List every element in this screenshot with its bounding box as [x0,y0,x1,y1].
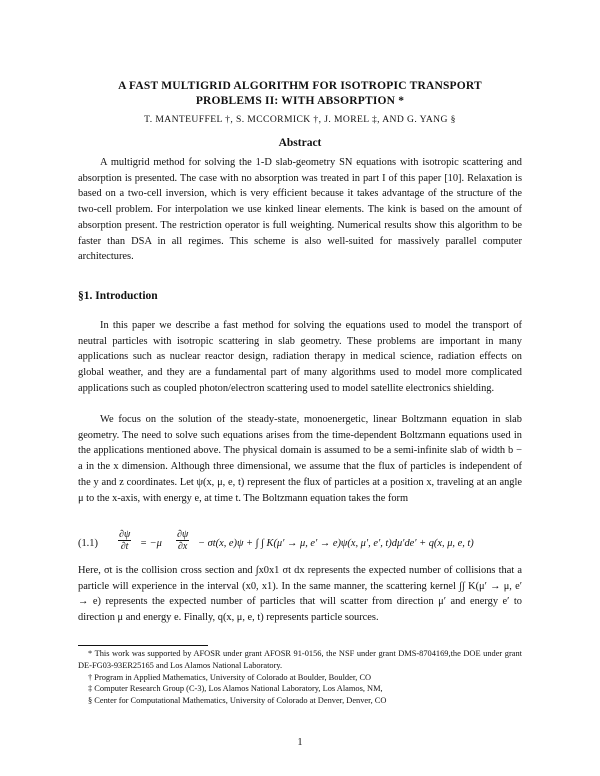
intro-paragraph-1: In this paper we describe a fast method for solving the equations used to model the transport of neutral particles with isotropic scattering in slab geometry. These problems are important in many applications such as nuclear reactor design, radiation therapy in medical science, radiation effects on global weather, and they are a fundamental part of many algorithms used to model more complicated applications such as coupled photon/electron scattering used to model satellite electronics shielding. [78,320,522,394]
footnote-affiliation-3: § Center for Computational Mathematics, University of Colorado at Denver, Denver, CO [88,696,387,706]
equation-equals: = −μ [140,538,162,549]
page-number: 1 [297,737,303,748]
equation-rest: − σt(x, e)ψ + ∫ ∫ K(μ′ → μ, e′ → e)ψ(x, μ′, e′, t)dμ′de′ + q(x, μ, e, t) [198,538,474,549]
equation-rhs-fraction [176,529,189,553]
footnotes [78,648,522,707]
intro-paragraph-3: Here, σt is the collision cross section and ∫x0x1 σt dx represents the expected number of collisions that a particle will experience in the interval (x0, x1). In the same manner, the scattering kernel ∫∫ K(μ′ → μ, e′ → e) represents the expected number of particles that will scatter from direction μ′ and energy e′ to direction μ and energy e. Finally, q(x, μ, e, t) represents particle sources. [78,565,522,624]
footnote-affiliation-2: ‡ Computer Research Group (C-3), Los Alamos National Laboratory, Los Alamos, NM, [88,684,383,694]
equation-1-1 [78,529,522,559]
section-heading: §1. Introduction [78,290,158,302]
rhs-denominator: ∂x [177,541,188,552]
intro-paragraph-2: We focus on the solution of the steady-state, monoenergetic, linear Boltzmann equation in slab geometry. The need to solve such equations arises from the time-dependent Boltzmann equations used in the applications mentioned above. The physical domain is assumed to be a semi-infinite slab of width b − a in the x dimension. Although three dimensional, we assume that the flux of particles is independent of the y and z coordinates. Let ψ(x, μ, e, t) represent the flux of particles at a position x, traveling at an angle μ to the x-axis, with energy e, at time t. The Boltzmann equation takes the form [78,414,522,504]
author-list: T. MANTEUFFEL †, S. MCCORMICK †, J. MOREL ‡, AND G. YANG § [144,114,456,125]
footnote-affiliation-1: † Program in Applied Mathematics, University of Colorado at Boulder, Boulder, CO [88,672,372,682]
lhs-numerator: ∂ψ [119,529,131,540]
title-line-1: A FAST MULTIGRID ALGORITHM FOR ISOTROPIC TRANSPORT [118,80,482,92]
footnote-funding: * This work was supported by AFOSR under grant AFOSR 91-0156, the NSF under grant DMS-8704169,the DOE under grant DE-FG03-93ER25165 and Los Alamos National Laboratory. [78,649,522,670]
lhs-denominator: ∂t [120,541,129,552]
abstract-heading: Abstract [278,137,322,149]
rhs-numerator: ∂ψ [177,529,189,540]
abstract-text: A multigrid method for solving the 1-D slab-geometry SN equations with isotropic scattering and absorption is presented. The case with no absorption was treated in part I of this paper [10]. Relaxation is based on a two-cell inversion, which is very efficient because it takes advantage of the structure of the two-cell problem. For interpolation we use kinked linear elements. The kink is based on the amount of absorption present. The restriction operator is full weighting. Numerical results show this algorithm to be faster than DSA in all regimes. This scheme is also well-suited for massively parallel computer architectures. [78,157,522,263]
title-line-2: PROBLEMS II: WITH ABSORPTION * [195,94,405,107]
equation-lhs-fraction [118,529,131,553]
footnote-divider [78,645,208,646]
equation-label: (1.1) [78,538,98,549]
paper-title [60,79,540,108]
